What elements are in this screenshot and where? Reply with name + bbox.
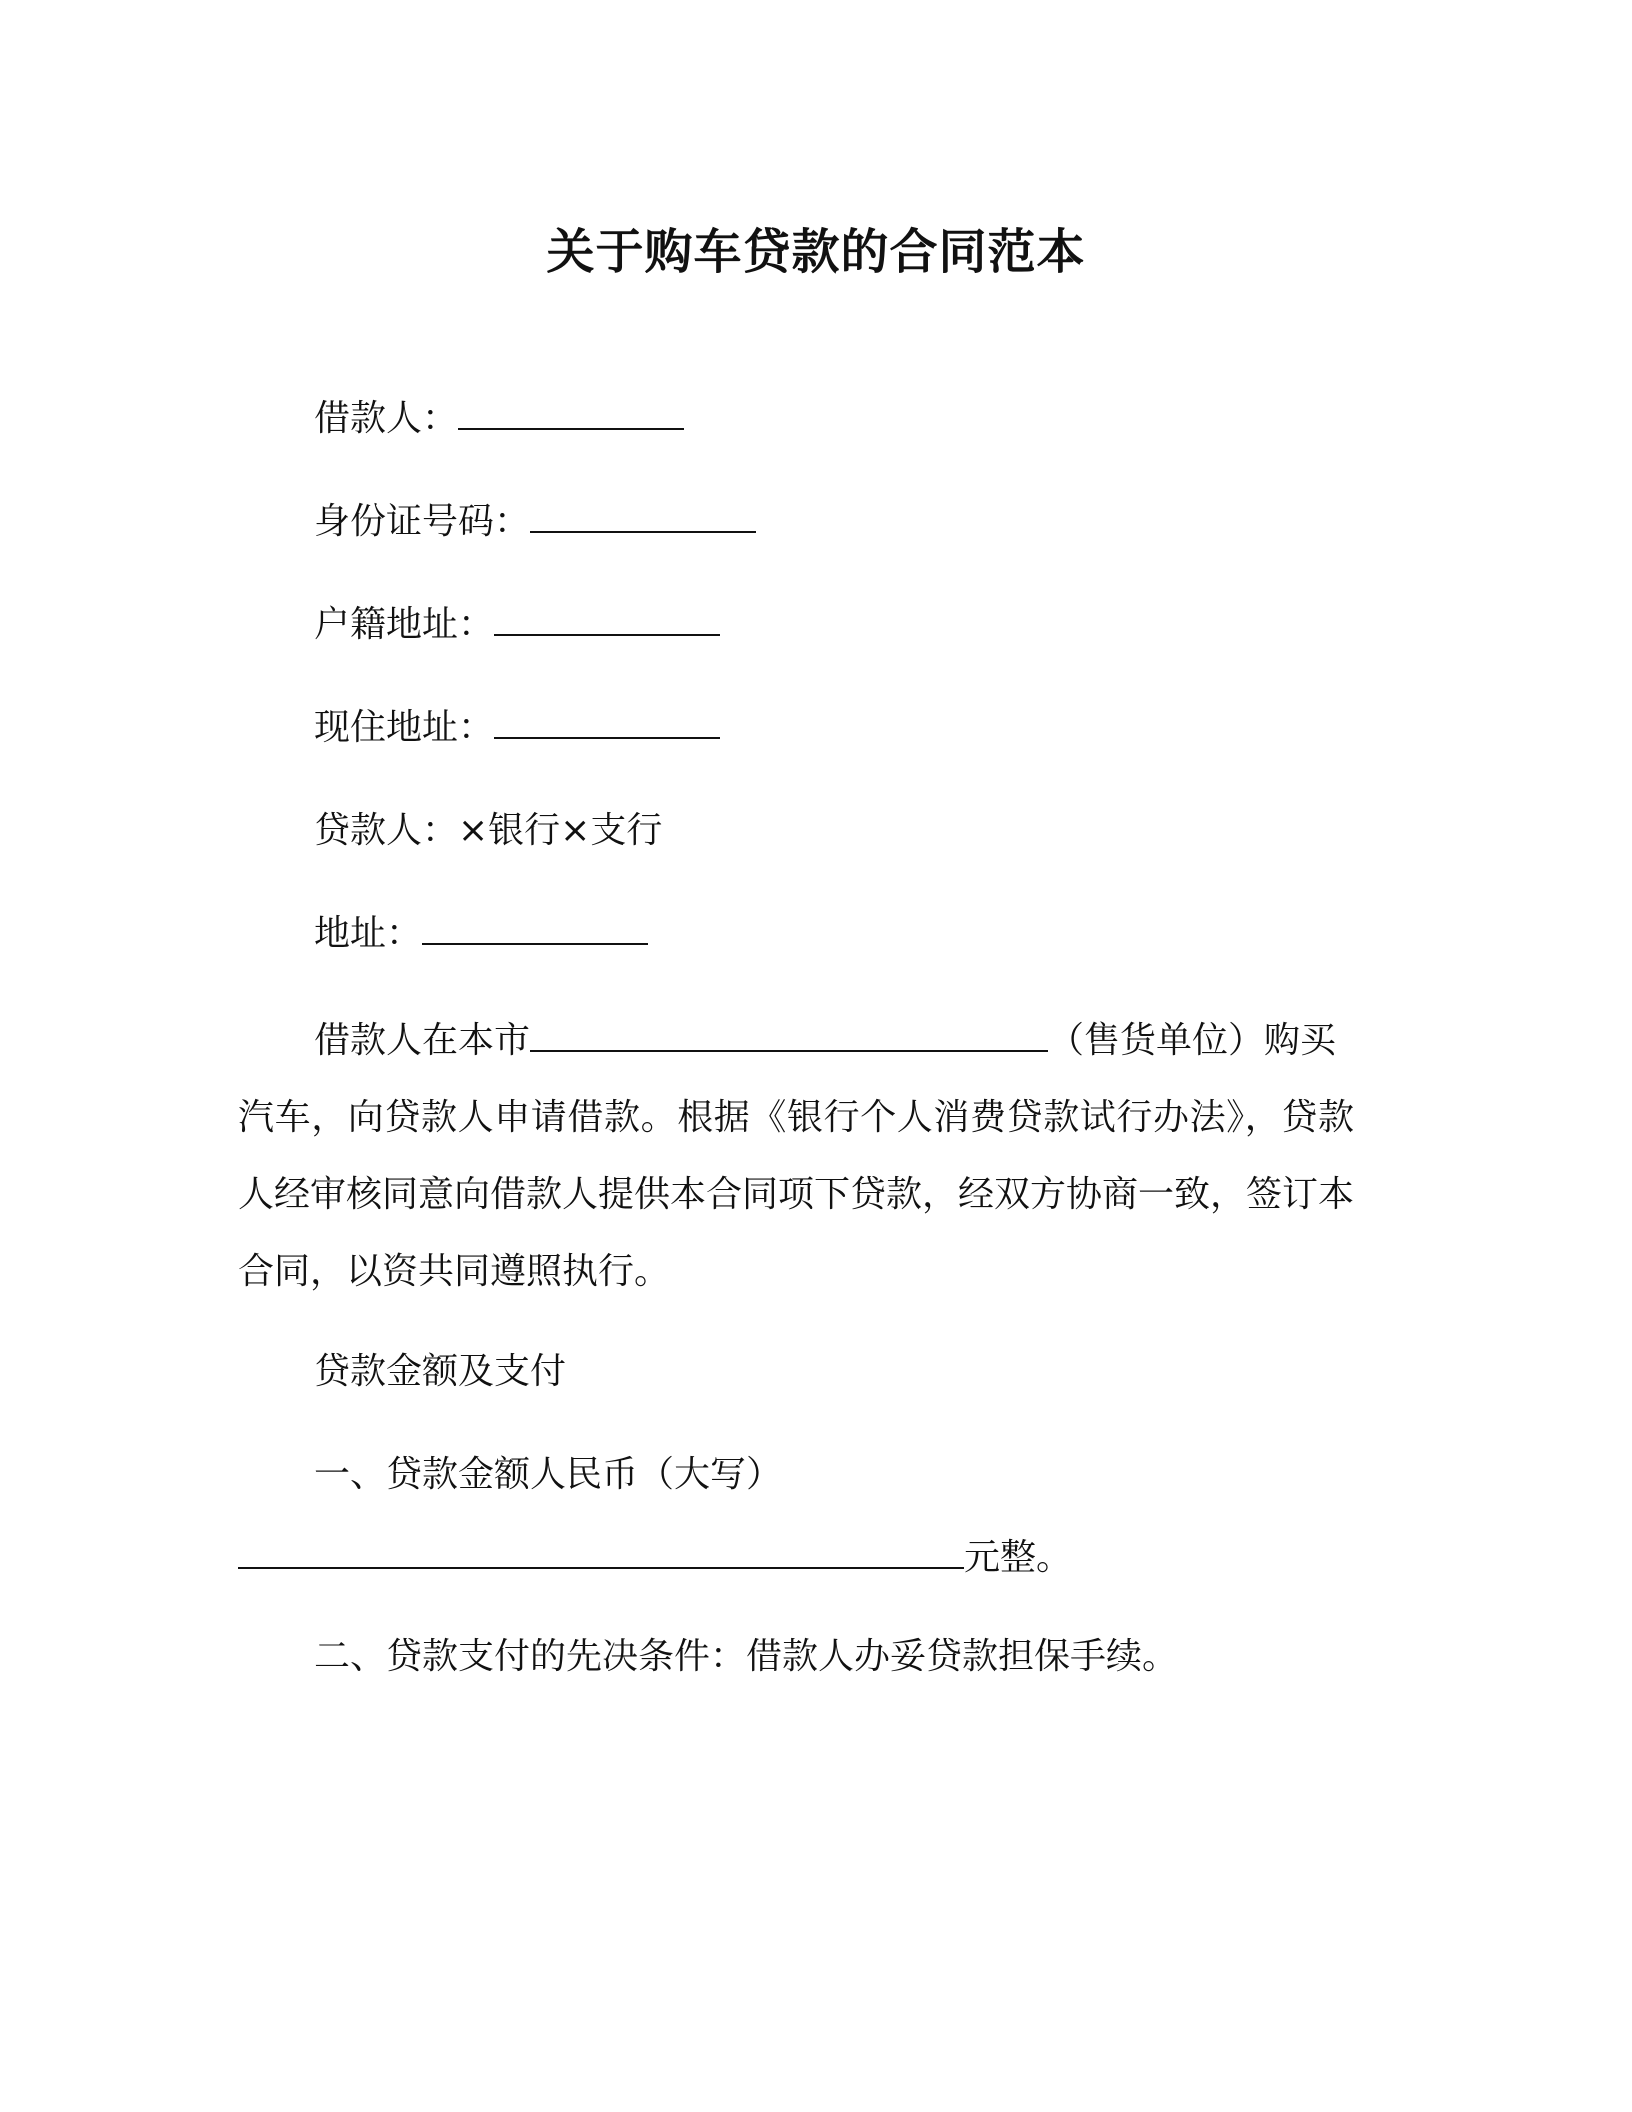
lender-field: [314, 806, 662, 856]
registered-address-label: 户籍地址：: [314, 604, 495, 645]
lender-label: 贷款人：: [314, 810, 459, 851]
borrower-field: [314, 394, 684, 444]
clause-1-amount-line: [238, 1533, 1072, 1583]
borrower-label: 借款人：: [314, 398, 459, 439]
registered-address-blank[interactable]: [494, 604, 720, 636]
id-number-blank[interactable]: [530, 501, 756, 533]
intro-part1: 借款人在本市: [314, 1020, 531, 1061]
id-number-label: 身份证号码：: [314, 501, 531, 542]
current-address-label: 现住地址：: [314, 707, 495, 748]
section-heading: 贷款金额及支付: [314, 1351, 567, 1392]
intro-part2: （售货单位）购买: [1048, 1020, 1337, 1061]
clause-2: 二、贷款支付的先决条件：借款人办妥贷款担保手续。: [314, 1636, 1179, 1677]
lender-address-field: [314, 909, 648, 959]
intro-rest: 汽车，向贷款人申请借款。根据《银行个人消费贷款试行办法》，贷款人经审核同意向借款人提供本合同项下贷款，经双方协商一致，签订本合同，以资共同遵照执行。: [238, 1097, 1355, 1292]
seller-blank[interactable]: [530, 1020, 1048, 1052]
current-address-field: [314, 703, 720, 753]
lender-address-label: 地址：: [314, 913, 423, 954]
borrower-blank[interactable]: [458, 398, 684, 430]
id-number-field: [314, 497, 756, 547]
clause-1-suffix: 元整。: [964, 1537, 1073, 1578]
clause-1-label: 一、贷款金额人民币（大写）: [314, 1454, 783, 1495]
lender-value: ×银行×支行: [458, 810, 663, 851]
registered-address-field: [314, 600, 720, 650]
intro-first-line: [238, 1002, 1354, 1079]
intro-paragraph: [238, 1002, 1354, 1310]
amount-blank[interactable]: [238, 1537, 964, 1569]
lender-address-blank[interactable]: [422, 913, 648, 945]
document-title: 关于购车贷款的合同范本: [546, 224, 1086, 280]
current-address-blank[interactable]: [494, 707, 720, 739]
